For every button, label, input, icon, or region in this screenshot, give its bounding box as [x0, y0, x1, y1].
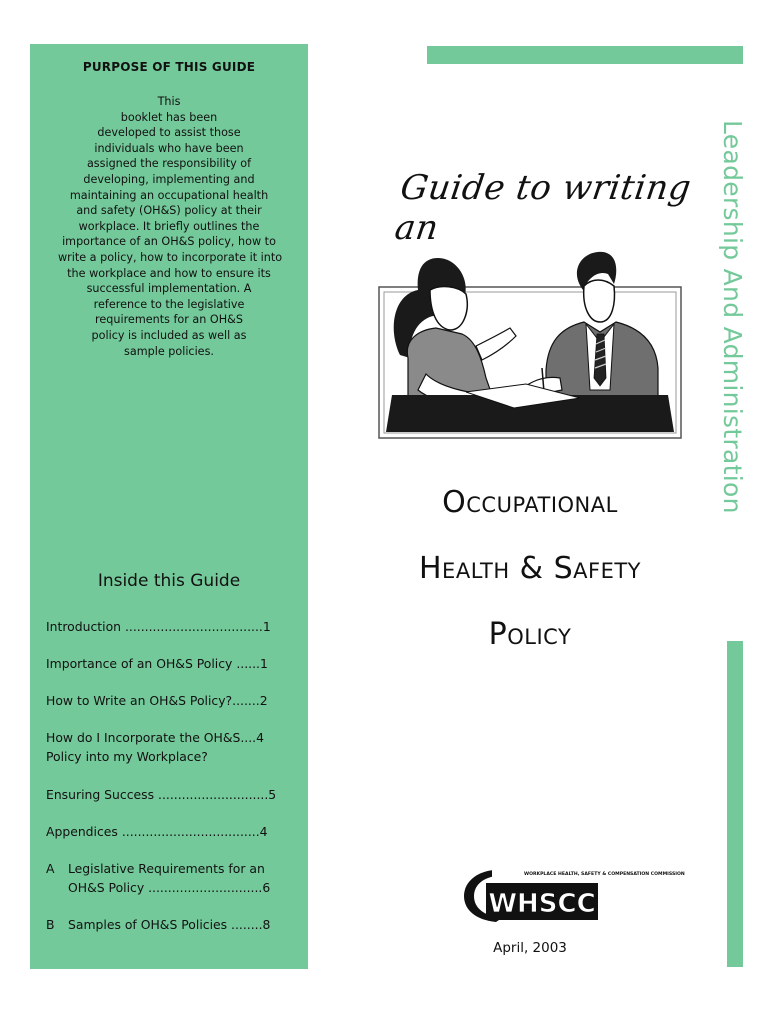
title-line: Policy [488, 617, 572, 652]
purpose-line: assigned the responsibility of [86, 157, 252, 171]
toc-item-label: How do I Incorporate the OH&S....4 [46, 730, 265, 745]
toc-item-label: Introduction ...................................1 [46, 619, 271, 634]
purpose-line: successful implementation. A [86, 282, 252, 296]
purpose-line: requirements for an OH&S [95, 313, 243, 327]
purpose-line: importance of an OH&S policy, how to [62, 235, 276, 249]
toc-item-label: Appendices ...................................4 [46, 824, 268, 839]
toc-item-label: Legislative Requirements for an [68, 861, 265, 876]
toc-item-appendix-a [46, 859, 286, 899]
toc-item-label-continued: Policy into my Workplace? [46, 749, 208, 764]
purpose-line: individuals who have been [94, 141, 244, 155]
script-subtitle: Guide to writing an [392, 168, 694, 248]
publication-date: April, 2003 [493, 940, 567, 956]
toc-item-importance [46, 654, 286, 673]
top-accent-bar [427, 46, 743, 64]
document-title [370, 470, 690, 668]
toc-item-label-continued: OH&S Policy .............................6 [68, 880, 271, 895]
right-accent-bar [727, 641, 743, 967]
purpose-line: policy is included as well as [91, 328, 247, 342]
purpose-line: developing, implementing and [83, 172, 255, 186]
toc-item-ensuring-success [46, 785, 286, 804]
purpose-line: maintaining an occupational health [69, 188, 269, 202]
toc-item-label: Ensuring Success ............................5 [46, 787, 277, 802]
toc-item-incorporate [46, 728, 286, 766]
toc-item-label: Importance of an OH&S Policy ......1 [46, 656, 268, 671]
sidebar-panel [30, 44, 308, 969]
purpose-text [58, 94, 283, 359]
toc-item-letter: B [46, 917, 55, 932]
purpose-line: and safety (OH&S) policy at their [76, 204, 262, 218]
toc-heading: Inside this Guide [97, 571, 241, 591]
purpose-line: the workplace and how to ensure its [67, 266, 271, 280]
purpose-line: reference to the legislative [93, 297, 245, 311]
logo-wordmark: WHSCC [488, 889, 596, 919]
purpose-line: developed to assist those [97, 126, 241, 140]
title-line: Health & Safety [419, 551, 641, 586]
toc-item-label: How to Write an OH&S Policy?.......2 [46, 693, 268, 708]
toc-item-letter: A [46, 861, 55, 876]
purpose-heading: PURPOSE OF THIS GUIDE [82, 60, 256, 74]
purpose-line: sample policies. [124, 344, 214, 358]
purpose-line: workplace. It briefly outlines the [78, 219, 260, 233]
toc-item-how-to-write [46, 691, 286, 710]
meeting-illustration [378, 250, 682, 440]
toc-item-introduction [46, 617, 286, 636]
toc-item-label: Samples of OH&S Policies ........8 [68, 917, 271, 932]
purpose-line: booklet has been [120, 110, 218, 124]
whscc-logo [462, 864, 685, 924]
purpose-line: This [157, 95, 181, 108]
vertical-series-title: Leadership And Administration [718, 120, 747, 514]
logo-subtext-line: WORKPLACE HEALTH, SAFETY & COMPENSATION COMMISSION [524, 872, 685, 877]
title-line: Occupational [442, 485, 618, 520]
toc-item-appendices [46, 822, 286, 841]
purpose-line: write a policy, how to incorporate it into [58, 250, 283, 264]
